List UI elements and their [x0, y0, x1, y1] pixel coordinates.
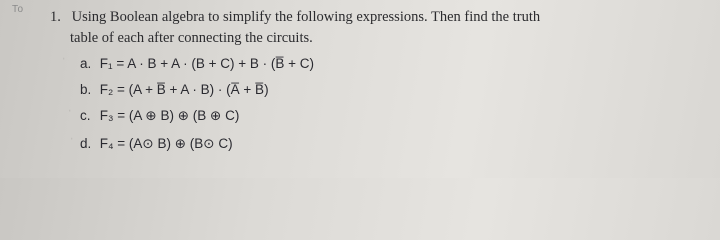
expression-item-d	[80, 134, 233, 154]
boolean-expression: F₂ = (A + B̅ + A · B) · (A̅ + B̅)	[99, 82, 269, 97]
expression-item-c	[80, 106, 239, 126]
problem-text-line-1: Using Boolean algebra to simplify the following expressions. Then find the truth	[71, 9, 541, 25]
boolean-expression: F₄ = (A⊙ B) ⊕ (B⊙ C)	[99, 136, 233, 151]
margin-tick: ˈ	[70, 137, 74, 149]
margin-mark: To	[12, 4, 24, 15]
problem-text-line-2: table of each after connecting the circuits.	[70, 30, 313, 46]
item-label: c.	[80, 108, 91, 123]
margin-tick: ˈ	[68, 109, 72, 121]
item-label: d.	[80, 136, 92, 151]
item-label: a.	[80, 56, 92, 71]
boolean-expression: F₃ = (A ⊕ B) ⊕ (B ⊕ C)	[99, 108, 240, 123]
problem-number: 1.	[50, 9, 61, 25]
boolean-expression: F₁ = A · B + A · (B + C) + B · (B̅ + C)	[99, 56, 315, 71]
expression-item-b	[80, 80, 269, 100]
problem-statement	[50, 6, 710, 28]
margin-tick: ˈ	[62, 57, 66, 69]
expression-item-a	[80, 54, 314, 74]
item-label: b.	[80, 82, 92, 97]
